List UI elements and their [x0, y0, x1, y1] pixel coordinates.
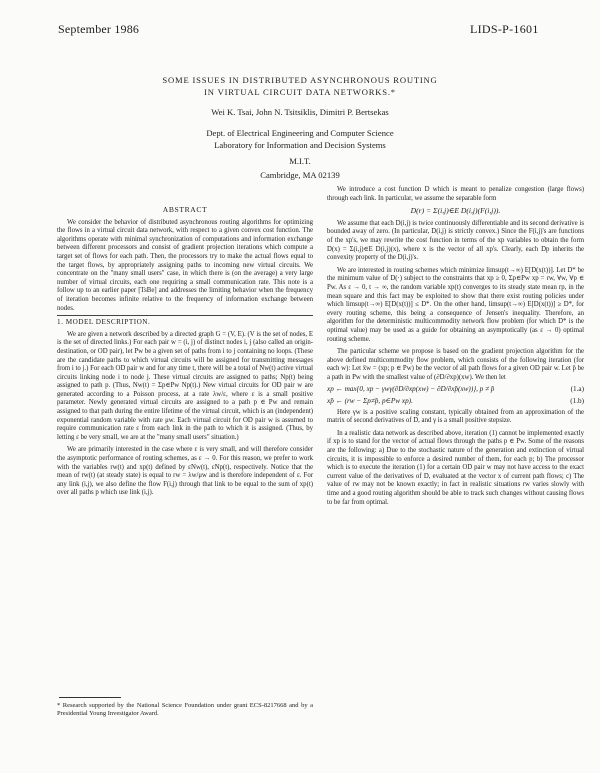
equation-cost: D(r) = Σ(i,j)∈E D(i,j)(F(i,j)). [410, 206, 501, 216]
abstract-text: We consider the behavior of distributed asynchronous routing algorithms for optimizing the flows in a virtual circuit data network, with respect to a given convex cost function. The algorithms operate with minimal synchronization of computations and information exchange between different processors and consist of gradient projection iterations which compute a target set of flows for each path. Then, the processors try to make the actual flows equal to the target flows, by appropriately assigning paths to incoming new virtual circuits. We concentrate on the "many small users" case, in which there is (on the average) a very large number of virtual circuits, each one requiring a small communication rate. This note is a follow up to an earlier paper [TsBe] and addresses the limiting behavior when the frequency of iteration becomes infinite relative to the frequency of information exchange between nodes. [57, 218, 313, 312]
cost-function-intro: We introduce a cost function D which is meant to penalize congestion (large flows) through each link. In particular, we assume the separable form [327, 186, 584, 202]
report-number: LIDS-P-1601 [470, 22, 539, 36]
header-date: September 1986 [58, 22, 140, 36]
affiliation-institute: M.I.T. [289, 156, 311, 166]
section-paragraph-1: We are given a network described by a directed graph G = (V, E). (V is the set of nodes, E is the set of directed links.) For each pair w = (i, j) of distinct nodes i, j (also called an origin-destination, or OD pair), let Pw be a given set of paths from i to j containing no loops. (These are the candidate paths to which virtual circuits will be assigned for transmitting messages from i to j.) For each OD pair w and for any time t, there will be a total of Nw(t) active virtual circuits linking node i to node j. These virtual circuits are assigned to paths; Np(t) being assigned to path p. (Thus, Nw(t) = Σp∈Pw Np(t).) New virtual circuits for OD pair w are generated according to a Poisson process, at a rate λw/ε, where ε is a small positive parameter. Newly generated virtual circuits are assigned to a path p ∈ Pw and remain assigned to that path during the entire lifetime of the virtual circuit, which is an (independent) exponential random variable with rate μw. Each virtual circuit for OD pair w is assumed to require communication rate ε from each link in the path to which it is assigned. (Thus, by letting ε be very small, we are at the "many small users" situation.) [57, 330, 313, 441]
left-column [57, 206, 313, 498]
title-line-1: SOME ISSUES IN DISTRIBUTED ASYNCHRONOUS ROUTING [162, 75, 438, 85]
affiliation-department: Dept. of Electrical Engineering and Computer Science [206, 128, 394, 138]
realistic-network-paragraph: In a realistic data network as described above, iteration (1) cannot be implemented exactly if xp is to stand for the vector of actual flows through the paths p ∈ Pw. Some of the reasons are the following: a) Due to the stochastic nature of the generation and extinction of virtual circuits, it is impossible to enforce a desired number of them, for each p; b) The processor which is to execute the iteration (1) for a certain OD pair w may not have access to the exact current value of the derivatives of D, evaluated at the vector x of current path flows; c) The value of rw may not be known exactly; in fact in realistic situations rw varies slowly with time and a good routing algorithm should be able to track such changes without causing flows to be far from optimal. [327, 429, 584, 506]
section-heading: 1. MODEL DESCRIPTION. [57, 318, 151, 327]
equation-1a-body: xp ← max{0, xp − γwγ(∂D/∂xp(xw) − ∂D/∂xp̄(xw))}, p ≠ p̄ [327, 385, 495, 394]
footnote-divider [59, 697, 121, 698]
section-divider [57, 315, 313, 316]
affiliation-city: Cambridge, MA 02139 [260, 170, 340, 180]
title-line-2: IN VIRTUAL CIRCUIT DATA NETWORKS.* [204, 87, 396, 97]
abstract-heading: ABSTRACT [162, 205, 208, 214]
routing-scheme-paragraph: We are interested in routing schemes which minimize limsup(t→∞) E[D(x(t))]. Let D* be the minimum value of D(·) subject to the constraints that xp ≥ 0, Σp∈Pw xp = rw, ∀w, ∀p ∈ Pw. As ε → 0, t → ∞, the random variable xp(t) converges to its steady state mean rp, in the mean square and this fact may be exploited to show that there exist routing policies under which limsup(t→∞) E[D(x(t))] ≤ D*. On the other hand, limsup(t→∞) E[D(x(t))] ≥ D*, for every routing scheme, this being a consequence of Jensen's inequality. Therefore, an algorithm for the deterministic multicommodity network flow problem (for which D* is the optimal value) may be used as a guide for obtaining an asymptotically (as ε → 0) optimal routing scheme. [327, 266, 584, 343]
gradient-projection-paragraph: The particular scheme we propose is based on the gradient projection algorithm for the above defined multicommodity flow problem, which consists of the following iteration (for each w): Let x̄w = (xp; p ∈ Pw) be the vector of all path flows for a given OD pair w. Let p̄ be a path in Pw with the smallest value of (∂D/∂xp)(xw). We then let [327, 348, 584, 381]
cost-assumption-paragraph: We assume that each D(i,j) is twice continuously differentiable and its second derivative is bounded away of zero. (In particular, D(i,j) is strictly convex.) Since the F(i,j)'s are functions of the xp's, we may rewrite the cost function in terms of the xp variables to obtain the form D(x) = Σ(i,j)∈E D(i,j)(x), where x is the vector of all xp's. Clearly, each Dp inherits the convexity property of the D(i,j)'s. [327, 219, 584, 262]
equation-1a-number: (1.a) [570, 385, 584, 394]
authors: Wei K. Tsai, John N. Tsitsiklis, Dimitri P. Bertsekas [211, 107, 389, 117]
equation-1b-body: xp̄ ← (rw − Σp≠p̄, p∈Pw xp). [327, 397, 413, 406]
equation-1b-number: (1.b) [570, 397, 584, 406]
footnote: * Research supported by the National Science Foundation under grant ECS-8217668 and by a Presidential Young Investigator Award. [57, 702, 313, 718]
right-column [327, 186, 584, 507]
section-paragraph-2: We are primarily interested in the case where ε is very small, and will therefore consider the asymptotic performance of routing schemes, as ε → 0. For this reason, we prefer to work with the variables rw(t) and xp(t) defined by εNw(t), εNp(t), respectively. Notice that the mean of rw(t) (at steady state) is equal to rw = λw/μw and is therefore independent of ε. For any link (i,j), we also define the flow F(i,j) through that link to be equal to the sum of xp(t) over all paths p which use link (i,j). [57, 446, 313, 497]
equation-1b [327, 397, 584, 406]
affiliation-laboratory: Laboratory for Information and Decision Systems [214, 140, 386, 150]
scaling-constant-paragraph: Here γw is a positive scaling constant, typically obtained from an approximation of the matrix of second derivatives of D, and γ is a small positive stepsize. [327, 408, 584, 425]
equation-1a [327, 385, 584, 394]
